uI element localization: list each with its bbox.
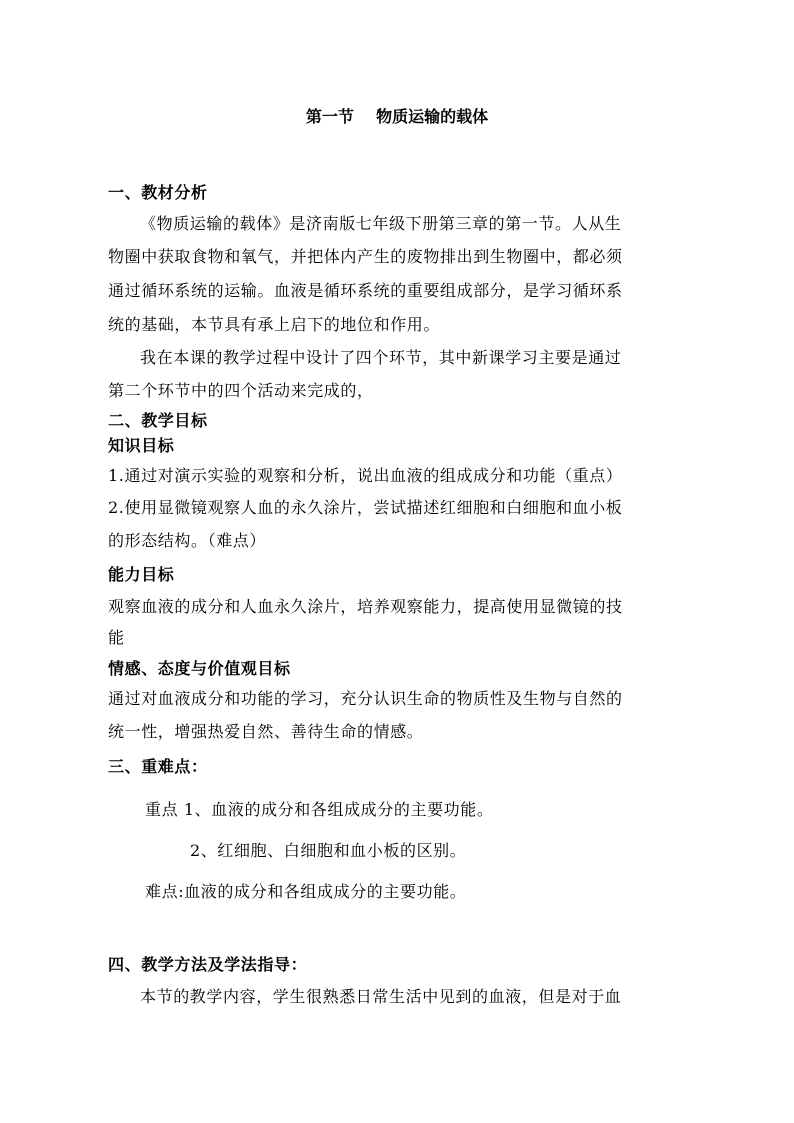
difficulty-line: 难点:血液的成分和各组成成分的主要功能。 [145,882,467,901]
key-point-line: 重点 1、血液的成分和各组成成分的主要功能。 [145,800,494,819]
paragraph-line: 通过循环系统的运输。血液是循环系统的重要组成部分，是学习循环系 [108,281,623,300]
paragraph-line: 物圈中获取食物和氧气，并把体内产生的废物排出到生物圈中，都必须 [108,247,623,266]
paragraph-line: 通过对血液成分和功能的学习，充分认识生命的物质性及生物与自然的 [108,689,623,708]
paragraph-line: 《物质运输的载体》是济南版七年级下册第三章的第一节。人从生 [140,214,622,233]
paragraph-line: 统的基础，本节具有承上启下的地位和作用。 [108,315,441,334]
paragraph-line: 统一性，增强热爱自然、善待生命的情感。 [108,722,424,741]
paragraph-line: 的形态结构。（难点） [108,531,267,550]
section-heading-key-points: 三、重难点： [108,757,208,776]
paragraph-line: 本节的教学内容，学生很熟悉日常生活中见到的血液，但是对于血 [140,987,622,1006]
subheading-emotion: 情感、态度与价值观目标 [108,659,291,678]
section-heading-methods: 四、教学方法及学法指导： [108,955,308,974]
paragraph-line: 1.通过对演示实验的观察和分析，说出血液的组成成分和功能（重点） [108,466,623,485]
paragraph-line: 2.使用显微镜观察人血的永久涂片，尝试描述红细胞和白细胞和血小板 [108,498,623,517]
subheading-ability: 能力目标 [108,565,175,584]
section-heading-materials: 一、教材分析 [108,183,208,202]
key-point-line: 2、红细胞、白细胞和血小板的区别。 [190,841,467,860]
paragraph-line: 观察血液的成分和人血永久涂片，培养观察能力，提高使用显微镜的技 [108,597,623,616]
paragraph-line: 我在本课的教学过程中设计了四个环节，其中新课学习主要是通过 [140,348,622,367]
section-heading-objectives: 二、教学目标 [108,411,208,430]
paragraph-line: 能 [108,628,125,647]
paragraph-line: 第二个环节中的四个活动来完成的， [108,381,374,400]
document-title: 第一节 物质运输的载体 [305,107,489,126]
subheading-knowledge: 知识目标 [108,436,175,455]
